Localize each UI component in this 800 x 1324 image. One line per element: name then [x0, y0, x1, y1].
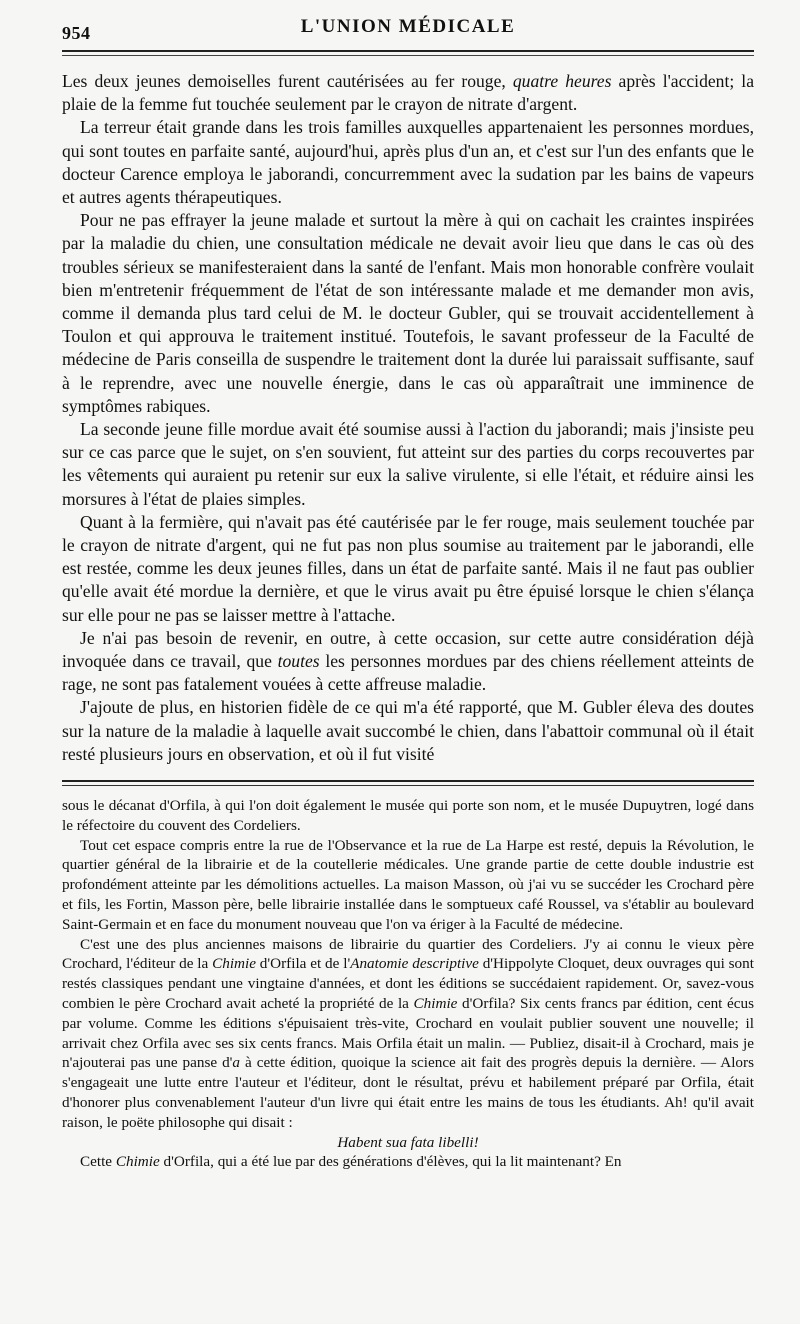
text-run: d'Orfila et de l'	[255, 955, 351, 973]
italic-run: Chimie	[212, 955, 256, 973]
text-run: d'Hippolyte Cloquet, deux ouvrages qui sont restés classiques pendant une vingtaine d'années, et dont les éditions se succédaient rapidement. Or, savez-vous combien le père Crochard avait acheté la propriété de la	[62, 955, 754, 1013]
paragraph: Pour ne pas effrayer la jeune malade et surtout la mère à qui on cachait les craintes inspirées par la maladie du chien, une consultation médicale ne devait avoir lieu que dans le cas où des troubles sérieux se manifesteraient dans la santé de l'enfant. Mais mon honorable confrère voulait bien m'entretenir fréquemment de l'état de son intéressante malade et me demander mon avis, comme il demanda plus tard celui de M. le docteur Gubler, qui se trouvait accidentellement à Toulon et qui approuva le traitement institué. Toutefois, le savant professeur de la Faculté de médecine de Paris conseilla de suspendre le traitement dont la durée lui paraissait suffisante, sauf à le reprendre, avec une nouvelle énergie, dans le cas où apparaîtrait une imminence de symptômes rabiques.	[62, 210, 754, 416]
note-paragraph	[62, 1152, 754, 1172]
page-header	[62, 0, 754, 44]
header-rule-thin	[62, 55, 754, 56]
footnote-rule	[62, 780, 754, 782]
text-run: C'est une des plus anciennes maisons de librairie du quartier des Cordeliers. J'y ai connu le vieux père Crochard, l'éditeur de la	[62, 935, 754, 973]
journal-title: L'UNION MÉDICALE	[300, 16, 516, 37]
italic-run: quatre heures	[512, 71, 612, 91]
text-run: après l'accident; la plaie de la femme fut touchée seulement par le crayon de nitrate d'argent.	[62, 71, 754, 115]
latin-quote: Habent sua fata libelli!	[337, 1133, 479, 1151]
italic-run: Anatomie descriptive	[350, 955, 479, 973]
note-paragraph: Tout cet espace compris entre la rue de l'Observance et la rue de La Harpe est resté, depuis la Révolution, le quartier général de la librairie et de la coutellerie médicales. Une grande partie de cette double industrie est profondément atteinte par les démolitions actuelles. La maison Masson, où j'ai vu se succéder les Crochard père et fils, les Fortin, Masson père, belle librairie installée dans le somptueux café Roussel, va s'établir au boulevard Saint-Germain et en face du monument nouveau que l'on va ériger à la Faculté de médecine.	[62, 836, 754, 933]
italic-run: toutes	[277, 651, 320, 672]
text-run: Cette	[80, 1153, 116, 1171]
paragraph: La seconde jeune fille mordue avait été soumise aussi à l'action du jaborandi; mais j'insiste peu sur ce cas parce que le sujet, on s'en souvient, fut atteint sur des parties du corps recouvertes par les vêtements qui auraient pu retenir sur eux la salive virulente, si elle l'était, et réduire ainsi les morsures à l'état de plaies simples.	[62, 419, 754, 509]
text-run: les personnes mordues par des chiens réellement atteints de rage, ne sont pas fatalement vouées à cette affreuse maladie.	[62, 651, 755, 695]
header-rule	[62, 50, 754, 52]
text-run: d'Orfila, qui a été lue par des générations d'élèves, qui la lit maintenant? En	[159, 1153, 622, 1171]
italic-run: a	[232, 1054, 241, 1072]
note-paragraph: sous le décanat d'Orfila, à qui l'on doit également le musée qui porte son nom, et le musée Dupuytren, logé dans le réfectoire du couvent des Cordeliers.	[62, 797, 754, 834]
paragraph: Quant à la fermière, qui n'avait pas été cautérisée par le fer rouge, mais seulement touchée par le crayon de nitrate d'argent, qui ne fut pas non plus soumise au traitement par le jaborandi, elle est restée, comme les deux jeunes filles, dans un état de parfaite santé. Mais il ne faut pas oublier qu'elle avait été mordue la dernière, et que le virus avait pu être épuisé lorsque le chien s'élança sur elle pour ne pas se laisser mettre à l'attache.	[62, 511, 754, 625]
page-number: 954	[62, 23, 91, 43]
paragraph	[62, 627, 754, 697]
paragraph	[62, 70, 754, 116]
paragraph: J'ajoute de plus, en historien fidèle de ce qui m'a été rapporté, que M. Gubler éleva des doutes sur la nature de la maladie à laquelle avait succombé le chien, dans l'abattoir communal où il était resté plusieurs jours en observation, et où il fut visité	[62, 697, 754, 764]
text-run: Je n'ai pas besoin de revenir, en outre, à cette occasion, sur cette autre considération déjà invoquée dans ce travail, que	[62, 627, 754, 672]
paragraph: La terreur était grande dans les trois familles auxquelles appartenaient les personnes mordues, qui sont toutes en parfaite santé, aujourd'hui, après plus d'un an, et c'est sur l'un des enfants que le docteur Carence employa le jaborandi, concurremment avec la sudation par les bains de vapeurs et autres agents thérapeutiques.	[62, 117, 754, 208]
italic-run: Chimie	[413, 995, 458, 1013]
footnotes	[62, 796, 754, 1172]
footnote-rule-thin	[62, 785, 754, 786]
note-paragraph	[62, 935, 754, 1133]
main-text	[62, 70, 754, 766]
text-run: d'Orfila? Six cents francs par édition, cent écus par volume. Comme les éditions s'épuisaient très-vite, Crochard en voulait publier souvent une nouvelle; il arrivait chez Orfila avec ses six cents francs. Mais Orfila était un malin. — Publiez, disait-il à Crochard, mais je n'ajouterai pas une panse d'	[62, 995, 754, 1072]
text-run: à cette édition, quoique la science ait fait des progrès depuis la dernière. — Alors s'engageait une lutte entre l'auteur et l'éditeur, dont le résultat, prévu et habilement préparé par Orfila, était d'honorer plus convenablement l'auteur d'un livre qui était entre les mains de tous les étudiants. Ah! qu'il avait raison, le poëte philosophe qui disait :	[62, 1054, 754, 1131]
italic-run: Chimie	[115, 1153, 160, 1171]
text-run: Les deux jeunes demoiselles furent cautérisées au fer rouge,	[62, 71, 513, 91]
